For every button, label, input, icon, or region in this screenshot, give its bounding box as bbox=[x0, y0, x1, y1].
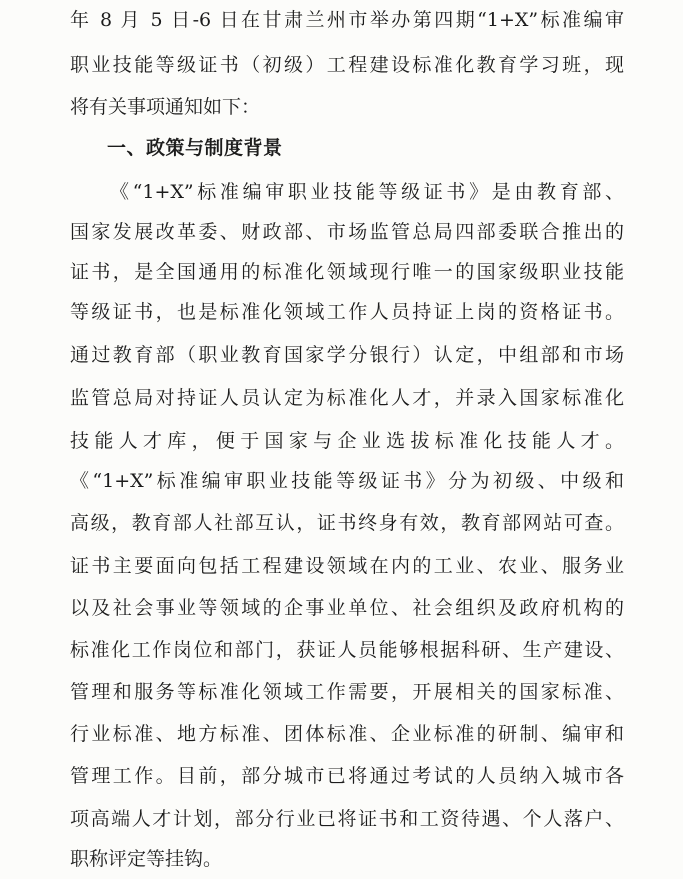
body-line-5: 通过教育部（职业教育国家学分银行）认定，中组部和市场 bbox=[70, 344, 624, 366]
intro-line-1: 年 8 月 5 日-6 日在甘肃兰州市举办第四期“1+X”标准编审 bbox=[70, 9, 624, 31]
body-line-4: 等级证书，也是标准化领域工作人员持证上岗的资格证书。 bbox=[70, 301, 624, 323]
body-line-13: 管理和服务等标准化领域工作需要，开展相关的国家标准、 bbox=[70, 681, 624, 703]
body-line-1: 《“1+X”标准编审职业技能等级证书》是由教育部、 bbox=[110, 181, 624, 203]
body-line-2: 国家发展改革委、财政部、市场监管总局四部委联合推出的 bbox=[70, 221, 624, 243]
body-line-12: 标准化工作岗位和部门，获证人员能够根据科研、生产建设、 bbox=[70, 639, 624, 661]
body-line-9: 高级，教育部人社部互认，证书终身有效，教育部网站可查。 bbox=[70, 512, 624, 534]
body-line-17: 职称评定等挂钩。 bbox=[70, 848, 223, 870]
body-line-3: 证书，是全国通用的标准化领域现行唯一的国家级职业技能 bbox=[70, 261, 624, 283]
body-line-6: 监管总局对持证人员认定为标准化人才，并录入国家标准化 bbox=[70, 387, 624, 409]
body-line-14: 行业标准、地方标准、团体标准、企业标准的研制、编审和 bbox=[70, 723, 624, 745]
section-heading: 一、政策与制度背景 bbox=[107, 137, 283, 159]
intro-line-3: 将有关事项通知如下： bbox=[70, 96, 261, 118]
intro-line-2: 职业技能等级证书（初级）工程建设标准化教育学习班，现 bbox=[70, 54, 624, 76]
body-line-10: 证书主要面向包括工程建设领域在内的工业、农业、服务业 bbox=[70, 555, 624, 577]
body-line-8: 《“1+X”标准编审职业技能等级证书》分为初级、中级和 bbox=[70, 470, 624, 492]
body-line-16: 项高端人才计划，部分行业已将证书和工资待遇、个人落户、 bbox=[70, 808, 624, 830]
body-line-15: 管理工作。目前，部分城市已将通过考试的人员纳入城市各 bbox=[70, 765, 624, 787]
body-line-11: 以及社会事业等领域的企事业单位、社会组织及政府机构的 bbox=[70, 597, 624, 619]
body-line-7: 技能人才库，便于国家与企业选拔标准化技能人才。 bbox=[70, 430, 624, 452]
